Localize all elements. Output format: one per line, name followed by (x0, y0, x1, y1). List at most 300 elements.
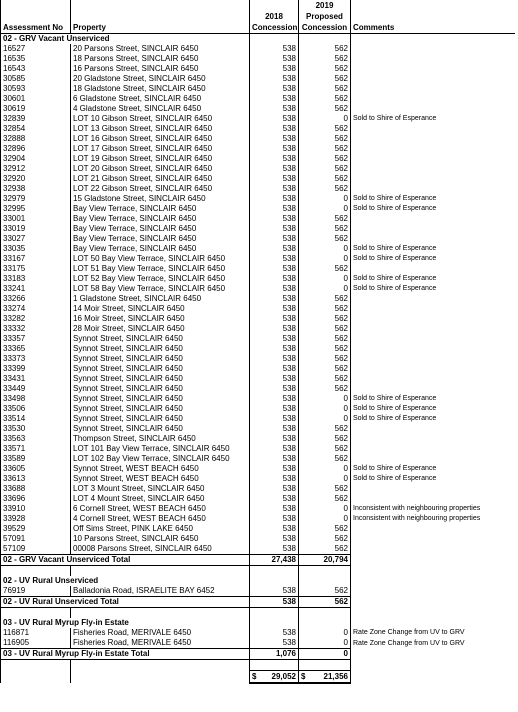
comment-cell (351, 534, 515, 544)
section-total-label: 02 - UV Rural Unserviced Total (1, 597, 250, 608)
property-cell: Balladonia Road, ISRAELITE BAY 6452 (71, 586, 250, 597)
grand-total-2019-value: 21,356 (323, 672, 348, 681)
section-total-2019: 562 (299, 597, 351, 608)
assessment-no-cell: 33563 (1, 434, 71, 444)
table-row (1, 586, 515, 597)
property-cell: 00008 Parsons Street, SINCLAIR 6450 (71, 544, 250, 555)
comment-cell (351, 334, 515, 344)
concession-2019-cell: 0 (299, 204, 351, 214)
assessment-no-cell: 33589 (1, 454, 71, 464)
section-total-blank (351, 649, 515, 660)
concession-2019-cell: 562 (299, 484, 351, 494)
assessment-no-cell: 33399 (1, 364, 71, 374)
blank-cell (351, 608, 515, 619)
assessment-no-cell: 32839 (1, 114, 71, 124)
concession-2019-cell: 562 (299, 384, 351, 394)
concession-2019-cell: 562 (299, 44, 351, 54)
property-cell: LOT 101 Bay View Terrace, SINCLAIR 6450 (71, 444, 250, 454)
col-2018-year: 2018 (250, 11, 299, 22)
assessment-no-cell: 116871 (1, 628, 71, 638)
property-cell: 18 Parsons Street, SINCLAIR 6450 (71, 54, 250, 64)
concession-2018-cell: 538 (250, 304, 299, 314)
comment-cell (351, 424, 515, 434)
property-cell: LOT 4 Mount Street, SINCLAIR 6450 (71, 494, 250, 504)
section-total-blank (351, 597, 515, 608)
comment-cell (351, 234, 515, 244)
concession-2018-cell: 538 (250, 74, 299, 84)
table-row (1, 164, 515, 174)
concession-2018-cell: 538 (250, 514, 299, 524)
blank-cell (250, 608, 299, 619)
table-row (1, 504, 515, 514)
comment-cell (351, 74, 515, 84)
grand-total-2019 (299, 671, 351, 684)
comment-cell (351, 324, 515, 334)
concession-2018-cell: 538 (250, 104, 299, 114)
table-row (1, 374, 515, 384)
property-cell: 16 Parsons Street, SINCLAIR 6450 (71, 64, 250, 74)
table-row (1, 84, 515, 94)
table-row (1, 54, 515, 64)
col-2019-year: 2019 (299, 0, 351, 11)
concession-2018-cell: 538 (250, 394, 299, 404)
concession-2018-cell: 538 (250, 344, 299, 354)
blank-cell (1, 566, 71, 577)
concession-2018-cell: 538 (250, 314, 299, 324)
comment-cell (351, 124, 515, 134)
grand-total-row (1, 671, 515, 684)
property-cell: 16 Moir Street, SINCLAIR 6450 (71, 314, 250, 324)
property-cell: 4 Cornell Street, WEST BEACH 6450 (71, 514, 250, 524)
comment-cell (351, 314, 515, 324)
assessment-no-cell: 33571 (1, 444, 71, 454)
concession-2019-cell: 0 (299, 414, 351, 424)
blank-cell (299, 660, 351, 671)
concession-2019-cell: 562 (299, 104, 351, 114)
assessment-no-cell: 32888 (1, 134, 71, 144)
concession-2018-cell: 538 (250, 64, 299, 74)
section-blank-cell (351, 34, 515, 45)
concession-2019-cell: 562 (299, 544, 351, 555)
assessment-no-cell: 39529 (1, 524, 71, 534)
table-row (1, 94, 515, 104)
assessment-no-cell: 30601 (1, 94, 71, 104)
comment-cell (351, 354, 515, 364)
comment-cell: Sold to Shire of Esperance (351, 204, 515, 214)
concession-2018-cell: 538 (250, 384, 299, 394)
table-row (1, 474, 515, 484)
comment-cell (351, 294, 515, 304)
assessment-no-cell: 33167 (1, 254, 71, 264)
currency-symbol: $ (252, 672, 257, 681)
section-total-row (1, 597, 515, 608)
table-row (1, 294, 515, 304)
concession-2019-cell: 0 (299, 404, 351, 414)
section-blank-cell (250, 576, 299, 586)
assessment-no-cell: 33530 (1, 424, 71, 434)
property-cell: Thompson Street, SINCLAIR 6450 (71, 434, 250, 444)
concession-2018-cell: 538 (250, 174, 299, 184)
assessment-no-cell: 33506 (1, 404, 71, 414)
assessment-no-cell: 33514 (1, 414, 71, 424)
property-cell: Synnot Street, SINCLAIR 6450 (71, 404, 250, 414)
comment-cell: Inconsistent with neighbouring properties (351, 504, 515, 514)
assessment-no-cell: 16535 (1, 54, 71, 64)
comment-cell (351, 374, 515, 384)
comment-cell (351, 134, 515, 144)
table-row (1, 354, 515, 364)
assessment-no-cell: 33241 (1, 284, 71, 294)
table-row (1, 314, 515, 324)
assessment-no-cell: 33431 (1, 374, 71, 384)
comment-cell: Sold to Shire of Esperance (351, 474, 515, 484)
concession-2018-cell: 538 (250, 84, 299, 94)
grand-total-blank (71, 671, 250, 684)
assessment-no-cell: 33266 (1, 294, 71, 304)
table-row (1, 424, 515, 434)
concession-2019-cell: 0 (299, 474, 351, 484)
assessment-no-cell: 33027 (1, 234, 71, 244)
assessment-no-cell: 33332 (1, 324, 71, 334)
concession-2018-cell: 538 (250, 244, 299, 254)
concession-2018-cell: 538 (250, 414, 299, 424)
table-row (1, 174, 515, 184)
concession-2019-cell: 562 (299, 164, 351, 174)
comment-cell: Sold to Shire of Esperance (351, 194, 515, 204)
property-cell: Bay View Terrace, SINCLAIR 6450 (71, 214, 250, 224)
concession-2018-cell: 538 (250, 354, 299, 364)
assessment-no-cell: 30619 (1, 104, 71, 114)
assessment-no-cell: 33019 (1, 224, 71, 234)
concession-2018-cell: 538 (250, 254, 299, 264)
grand-total-2018 (250, 671, 299, 684)
concession-2019-cell: 562 (299, 374, 351, 384)
concession-2018-cell: 538 (250, 214, 299, 224)
comment-cell: Sold to Shire of Esperance (351, 274, 515, 284)
comment-cell (351, 104, 515, 114)
concession-2019-cell: 562 (299, 364, 351, 374)
concession-2018-cell: 538 (250, 638, 299, 649)
concession-2019-cell: 562 (299, 354, 351, 364)
concession-2018-cell: 538 (250, 324, 299, 334)
concession-2018-cell: 538 (250, 164, 299, 174)
property-cell: LOT 19 Gibson Street, SINCLAIR 6450 (71, 154, 250, 164)
table-row (1, 414, 515, 424)
comment-cell (351, 154, 515, 164)
comment-cell (351, 94, 515, 104)
concession-2018-cell: 538 (250, 484, 299, 494)
assessment-no-cell: 33696 (1, 494, 71, 504)
table-row (1, 214, 515, 224)
assessment-no-cell: 16543 (1, 64, 71, 74)
blank-cell (1, 660, 71, 671)
comment-cell (351, 84, 515, 94)
table-row (1, 484, 515, 494)
concession-2019-cell: 562 (299, 54, 351, 64)
section-header-row (1, 576, 515, 586)
concession-2018-cell: 538 (250, 284, 299, 294)
col-property: Property (71, 22, 250, 34)
concession-2019-cell: 562 (299, 124, 351, 134)
blank-row (1, 608, 515, 619)
property-cell: 6 Cornell Street, WEST BEACH 6450 (71, 504, 250, 514)
comment-cell (351, 494, 515, 504)
property-cell: Fisheries Road, MERIVALE 6450 (71, 628, 250, 638)
property-cell: Synnot Street, SINCLAIR 6450 (71, 364, 250, 374)
concession-2018-cell: 538 (250, 364, 299, 374)
blank-cell (250, 566, 299, 577)
property-cell: 18 Gladstone Street, SINCLAIR 6450 (71, 84, 250, 94)
comment-cell: Rate Zone Change from UV to GRV (351, 638, 515, 649)
assessment-no-cell: 76919 (1, 586, 71, 597)
comment-cell (351, 384, 515, 394)
property-cell: LOT 16 Gibson Street, SINCLAIR 6450 (71, 134, 250, 144)
table-row (1, 638, 515, 649)
assessment-no-cell: 16527 (1, 44, 71, 54)
concession-2018-cell: 538 (250, 474, 299, 484)
concession-2018-cell: 538 (250, 124, 299, 134)
assessment-no-cell: 33373 (1, 354, 71, 364)
comment-cell: Rate Zone Change from UV to GRV (351, 628, 515, 638)
assessment-no-cell: 33498 (1, 394, 71, 404)
blank-cell (299, 566, 351, 577)
table-row (1, 194, 515, 204)
comment-cell: Inconsistent with neighbouring properties (351, 514, 515, 524)
assessment-no-cell: 32854 (1, 124, 71, 134)
comment-cell (351, 454, 515, 464)
section-total-row (1, 649, 515, 660)
concession-2018-cell: 538 (250, 94, 299, 104)
concession-2018-cell: 538 (250, 54, 299, 64)
comment-cell (351, 184, 515, 194)
blank-cell (1, 608, 71, 619)
concession-2018-cell: 538 (250, 234, 299, 244)
concession-2019-cell: 562 (299, 264, 351, 274)
table-row (1, 404, 515, 414)
table-row (1, 254, 515, 264)
comment-cell: Sold to Shire of Esperance (351, 394, 515, 404)
comment-cell: Sold to Shire of Esperance (351, 284, 515, 294)
concession-2018-cell: 538 (250, 294, 299, 304)
assessment-no-cell: 33449 (1, 384, 71, 394)
table-row (1, 384, 515, 394)
concession-2018-cell: 538 (250, 44, 299, 54)
table-row (1, 134, 515, 144)
concession-2019-cell: 562 (299, 324, 351, 334)
comment-cell (351, 524, 515, 534)
section-blank-cell (299, 34, 351, 45)
blank-cell (71, 660, 250, 671)
section-blank-cell (351, 618, 515, 628)
concession-2019-cell: 562 (299, 144, 351, 154)
assessment-no-cell: 57091 (1, 534, 71, 544)
assessment-no-cell: 33001 (1, 214, 71, 224)
property-cell: LOT 102 Bay View Terrace, SINCLAIR 6450 (71, 454, 250, 464)
property-cell: Synnot Street, SINCLAIR 6450 (71, 414, 250, 424)
concession-2019-cell: 562 (299, 586, 351, 597)
property-cell: LOT 52 Bay View Terrace, SINCLAIR 6450 (71, 274, 250, 284)
table-row (1, 184, 515, 194)
col-2019-proposed: Proposed (299, 11, 351, 22)
assessment-no-cell: 33928 (1, 514, 71, 524)
table-row (1, 524, 515, 534)
comment-cell: Sold to Shire of Esperance (351, 244, 515, 254)
concession-2018-cell: 538 (250, 464, 299, 474)
table-row (1, 224, 515, 234)
assessment-no-cell: 32920 (1, 174, 71, 184)
header-row-2 (1, 11, 515, 22)
section-total-2018: 538 (250, 597, 299, 608)
comment-cell (351, 214, 515, 224)
col-comments: Comments (351, 22, 515, 34)
table-row (1, 394, 515, 404)
concession-2018-cell: 538 (250, 194, 299, 204)
concession-2019-cell: 562 (299, 214, 351, 224)
concession-2018-cell: 538 (250, 134, 299, 144)
concession-2019-cell: 0 (299, 274, 351, 284)
table-row (1, 204, 515, 214)
section-total-2019: 0 (299, 649, 351, 660)
concession-2019-cell: 562 (299, 64, 351, 74)
concession-2018-cell: 538 (250, 274, 299, 284)
section-blank-cell (351, 576, 515, 586)
header-row-3 (1, 22, 515, 34)
blank-cell (71, 566, 250, 577)
comment-cell (351, 444, 515, 454)
property-cell: LOT 10 Gibson Street, SINCLAIR 6450 (71, 114, 250, 124)
section-total-label: 03 - UV Rural Myrup Fly-in Estate Total (1, 649, 250, 660)
property-cell: LOT 21 Gibson Street, SINCLAIR 6450 (71, 174, 250, 184)
comment-cell (351, 64, 515, 74)
section-blank-cell (299, 618, 351, 628)
concession-2018-cell: 538 (250, 374, 299, 384)
concession-2019-cell: 0 (299, 504, 351, 514)
table-row (1, 284, 515, 294)
assessment-no-cell: 32938 (1, 184, 71, 194)
comment-cell (351, 144, 515, 154)
concession-2019-cell: 562 (299, 434, 351, 444)
concession-2019-cell: 562 (299, 134, 351, 144)
property-cell: Synnot Street, SINCLAIR 6450 (71, 384, 250, 394)
comment-cell (351, 164, 515, 174)
property-cell: 20 Parsons Street, SINCLAIR 6450 (71, 44, 250, 54)
table-row (1, 104, 515, 114)
concession-2018-cell: 538 (250, 534, 299, 544)
property-cell: Synnot Street, SINCLAIR 6450 (71, 394, 250, 404)
table-row (1, 364, 515, 374)
assessment-no-cell: 32979 (1, 194, 71, 204)
concession-2019-cell: 0 (299, 514, 351, 524)
table-row (1, 434, 515, 444)
property-cell: 1 Gladstone Street, SINCLAIR 6450 (71, 294, 250, 304)
assessment-no-cell: 30585 (1, 74, 71, 84)
section-blank-cell (250, 618, 299, 628)
assessment-no-cell: 33274 (1, 304, 71, 314)
blank-cell (71, 608, 250, 619)
blank-cell (250, 660, 299, 671)
concession-2018-cell: 538 (250, 154, 299, 164)
property-cell: LOT 50 Bay View Terrace, SINCLAIR 6450 (71, 254, 250, 264)
assessment-no-cell: 33365 (1, 344, 71, 354)
property-cell: LOT 13 Gibson Street, SINCLAIR 6450 (71, 124, 250, 134)
blank-row (1, 660, 515, 671)
currency-symbol: $ (301, 672, 306, 681)
assessment-no-cell: 33175 (1, 264, 71, 274)
concession-2019-cell: 562 (299, 184, 351, 194)
concession-2019-cell: 562 (299, 334, 351, 344)
assessment-no-cell: 33605 (1, 464, 71, 474)
comment-cell (351, 434, 515, 444)
concession-2018-cell: 538 (250, 204, 299, 214)
concession-2019-cell: 0 (299, 464, 351, 474)
concession-2019-cell: 562 (299, 84, 351, 94)
table-row (1, 64, 515, 74)
property-cell: Synnot Street, SINCLAIR 6450 (71, 344, 250, 354)
section-total-label: 02 - GRV Vacant Unserviced Total (1, 555, 250, 566)
comment-cell: Sold to Shire of Esperance (351, 254, 515, 264)
col-assessment-no: Assessment No (1, 22, 71, 34)
concession-2018-cell: 538 (250, 334, 299, 344)
assessment-no-cell: 33357 (1, 334, 71, 344)
assessment-no-cell: 32896 (1, 144, 71, 154)
section-title: 02 - GRV Vacant Unserviced (1, 34, 250, 45)
assessment-no-cell: 57109 (1, 544, 71, 555)
table-row (1, 124, 515, 134)
concession-2019-cell: 562 (299, 154, 351, 164)
comment-cell: Sold to Shire of Esperance (351, 114, 515, 124)
table-row (1, 464, 515, 474)
comment-cell (351, 364, 515, 374)
table-row (1, 534, 515, 544)
comment-cell (351, 264, 515, 274)
property-cell: Synnot Street, WEST BEACH 6450 (71, 474, 250, 484)
section-header-row (1, 34, 515, 45)
concession-2019-cell: 562 (299, 304, 351, 314)
concession-2018-cell: 538 (250, 494, 299, 504)
comment-cell (351, 586, 515, 597)
col-2018-concession: Concession (250, 22, 299, 34)
section-title: 02 - UV Rural Unserviced (1, 576, 250, 586)
concession-2019-cell: 0 (299, 194, 351, 204)
property-cell: Off Sims Street, PINK LAKE 6450 (71, 524, 250, 534)
comment-cell (351, 304, 515, 314)
property-cell: LOT 20 Gibson Street, SINCLAIR 6450 (71, 164, 250, 174)
concession-2018-cell: 538 (250, 544, 299, 555)
concession-2018-cell: 538 (250, 144, 299, 154)
section-header-row (1, 618, 515, 628)
table-row (1, 628, 515, 638)
table-row (1, 144, 515, 154)
concession-2019-cell: 562 (299, 454, 351, 464)
concession-2018-cell: 538 (250, 264, 299, 274)
blank-row (1, 566, 515, 577)
property-cell: Synnot Street, SINCLAIR 6450 (71, 334, 250, 344)
assessment-no-cell: 33688 (1, 484, 71, 494)
comment-cell (351, 44, 515, 54)
concession-2019-cell: 562 (299, 174, 351, 184)
section-total-2019: 20,794 (299, 555, 351, 566)
grand-total-blank (351, 671, 515, 684)
section-blank-cell (250, 34, 299, 45)
concession-2018-cell: 538 (250, 434, 299, 444)
comment-cell (351, 544, 515, 555)
property-cell: Bay View Terrace, SINCLAIR 6450 (71, 234, 250, 244)
property-cell: Synnot Street, SINCLAIR 6450 (71, 424, 250, 434)
property-cell: Synnot Street, SINCLAIR 6450 (71, 354, 250, 364)
table-row (1, 544, 515, 555)
header-row-1 (1, 0, 515, 11)
comment-cell: Sold to Shire of Esperance (351, 414, 515, 424)
